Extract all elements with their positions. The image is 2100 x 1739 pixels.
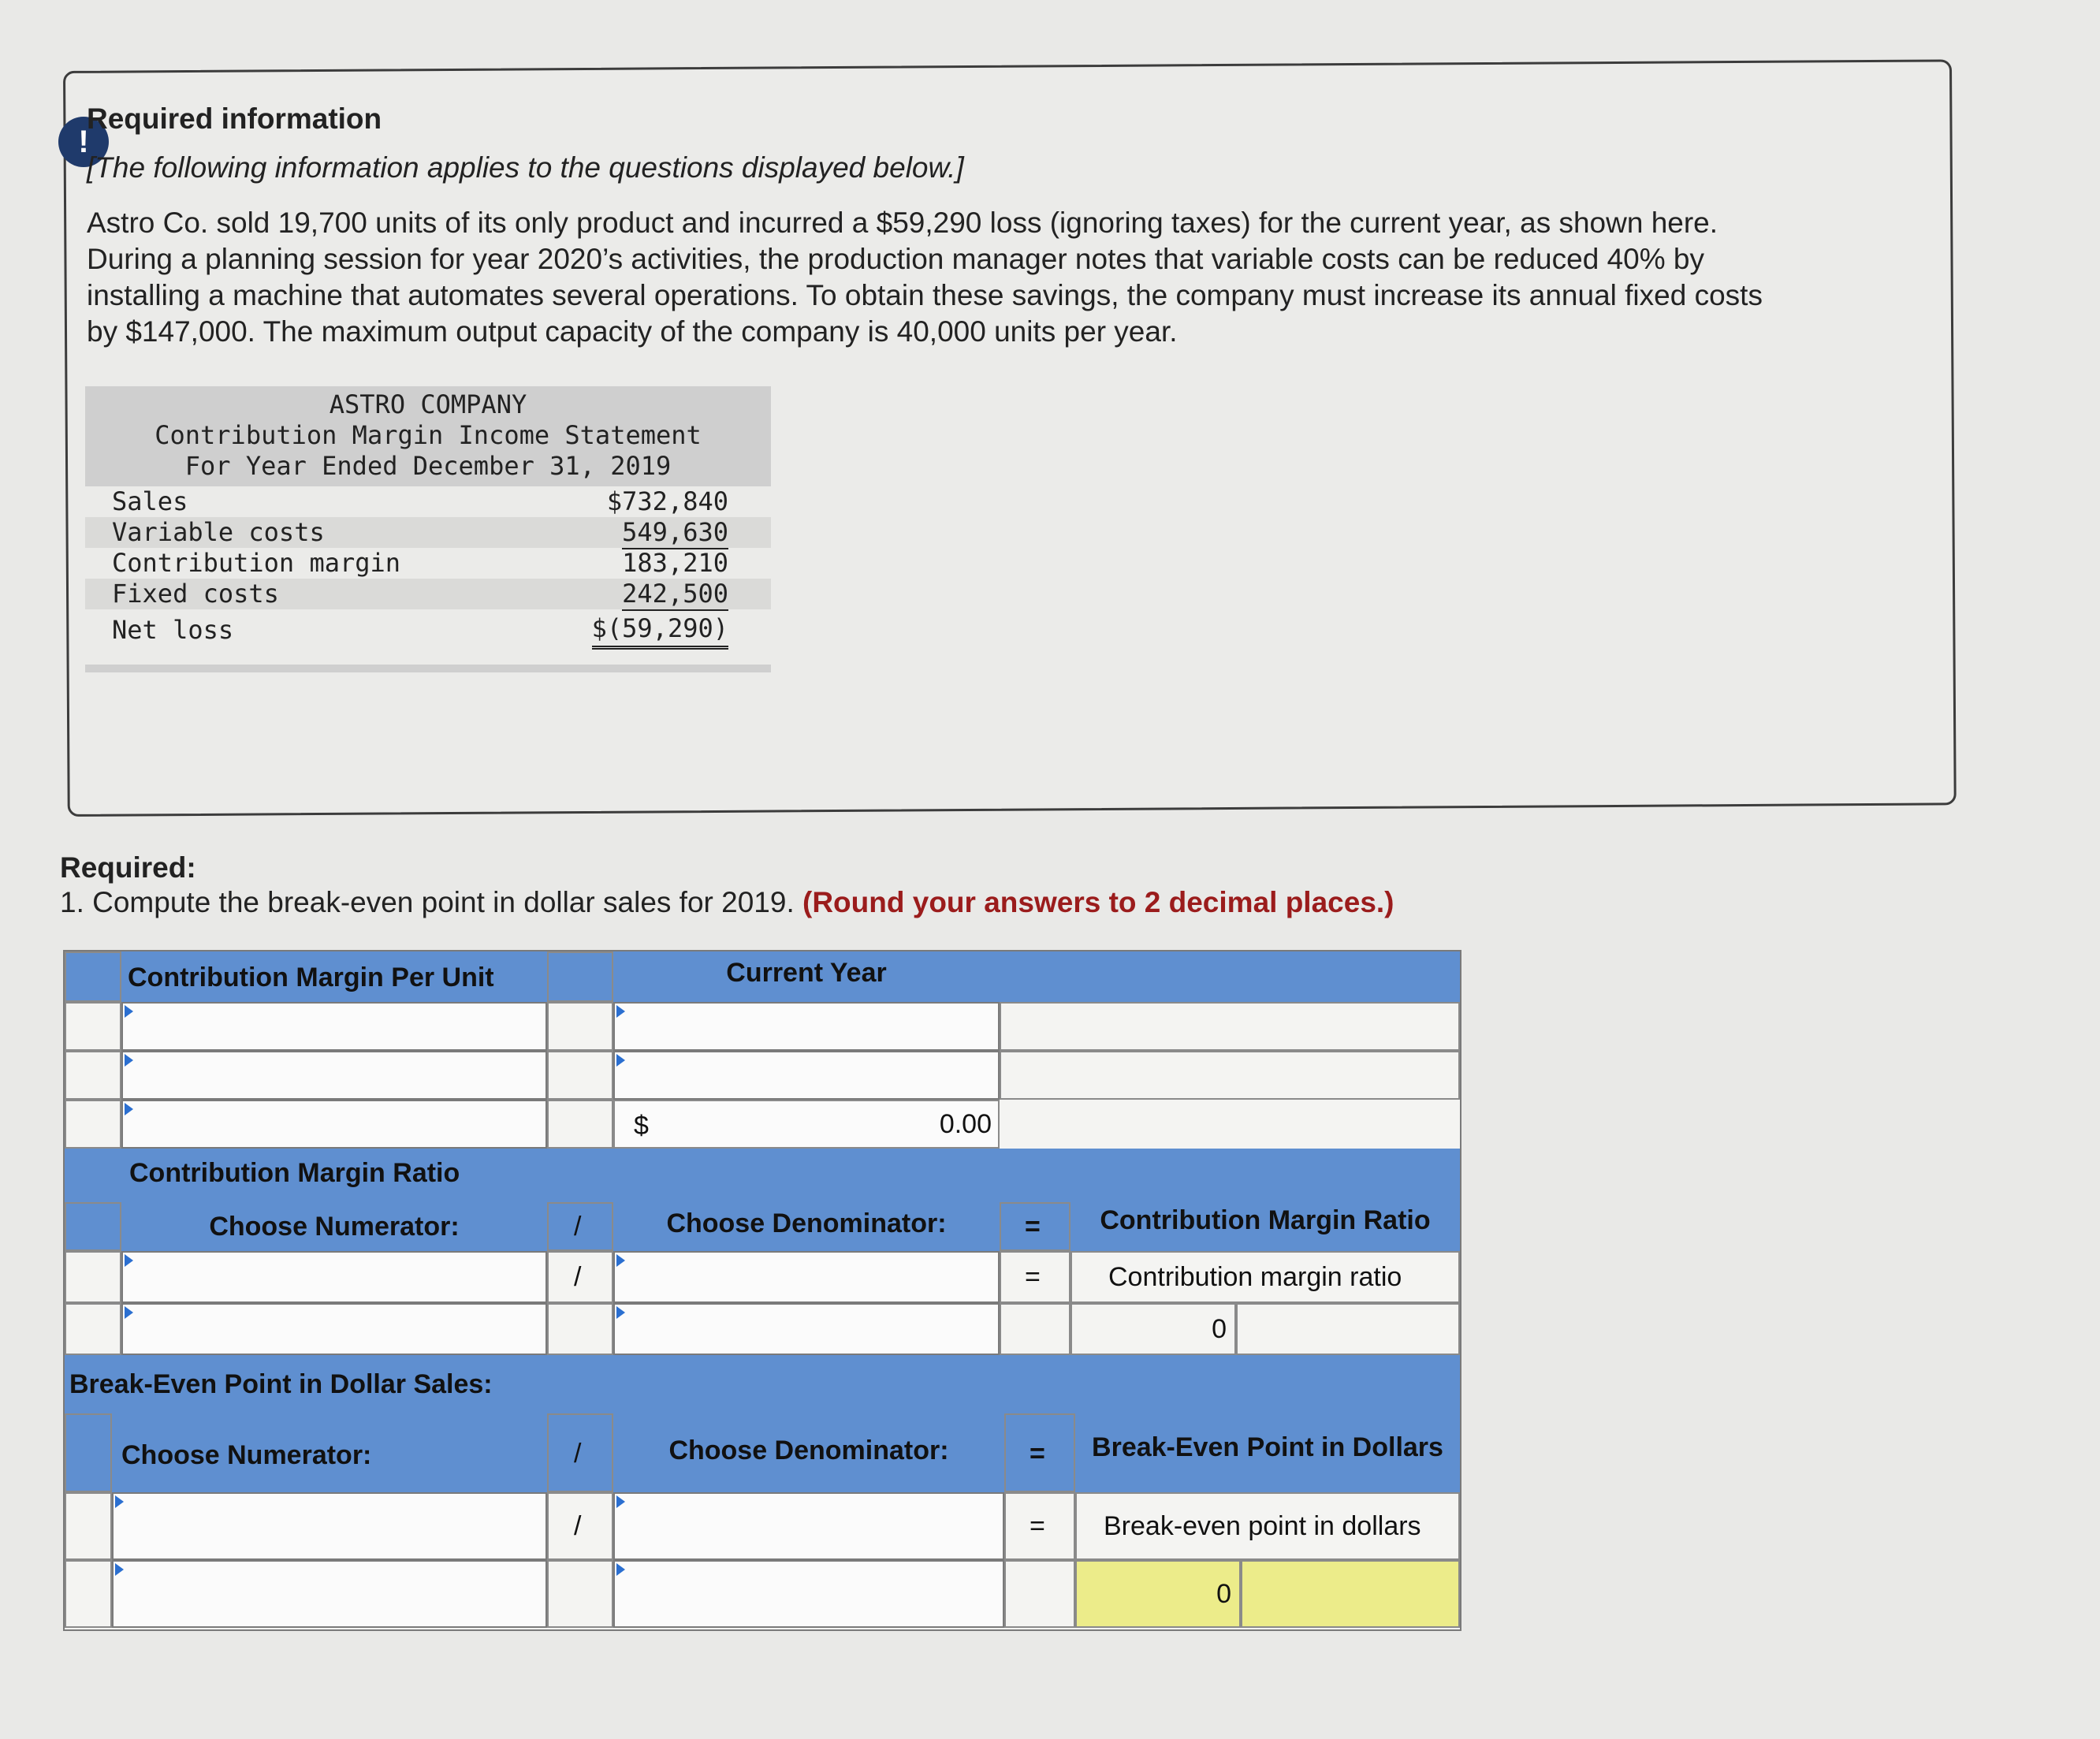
empty-cell bbox=[1000, 1303, 1070, 1355]
row-marker-cell bbox=[65, 951, 121, 1002]
divider-cell bbox=[547, 1002, 613, 1051]
cm-per-unit-value-input-1[interactable] bbox=[613, 1002, 1000, 1051]
row-value: 242,500 bbox=[622, 579, 728, 611]
divider-cell bbox=[547, 1251, 613, 1303]
statement-row bbox=[85, 579, 771, 609]
equals-sign: = bbox=[1030, 1439, 1045, 1469]
cm-ratio-numerator-select[interactable] bbox=[121, 1251, 547, 1303]
equals-cell bbox=[1000, 1251, 1070, 1303]
cm-ratio-denominator-select[interactable] bbox=[613, 1251, 1000, 1303]
cm-per-unit-header: Contribution Margin Per Unit bbox=[128, 963, 494, 992]
row-marker-cell bbox=[65, 1202, 121, 1251]
divider-cell bbox=[547, 1051, 613, 1100]
row-label: Net loss bbox=[112, 615, 234, 645]
bep-denominator-input[interactable] bbox=[613, 1560, 1004, 1628]
bep-denominator-label: Choose Denominator: bbox=[668, 1436, 949, 1465]
current-year-header: Current Year bbox=[726, 958, 887, 988]
cm-per-unit-total-cell bbox=[613, 1100, 1000, 1149]
row-label: Contribution margin bbox=[112, 548, 401, 578]
statement-row bbox=[85, 517, 771, 548]
cm-ratio-denominator-label: Choose Denominator: bbox=[666, 1208, 947, 1238]
division-sign: / bbox=[574, 1511, 582, 1541]
equals-sign: = bbox=[1025, 1212, 1041, 1242]
row-marker-cell bbox=[65, 1002, 121, 1051]
row-marker-cell bbox=[65, 1100, 121, 1149]
divider-cell bbox=[547, 1100, 613, 1149]
bep-result-header: Break-Even Point in Dollars bbox=[1092, 1432, 1443, 1462]
bep-result-cell bbox=[1075, 1560, 1241, 1628]
cm-ratio-result-value: 0 bbox=[1212, 1314, 1227, 1344]
bep-result-label: Break-even point in dollars bbox=[1104, 1511, 1421, 1541]
cm-ratio-denominator-input[interactable] bbox=[613, 1303, 1000, 1355]
row-value: 183,210 bbox=[622, 548, 728, 578]
divider-cell bbox=[547, 1560, 613, 1628]
cm-ratio-header: Contribution Margin Ratio bbox=[129, 1158, 460, 1188]
row-label: Variable costs bbox=[112, 517, 325, 547]
empty-cell bbox=[1236, 1303, 1460, 1355]
divider-cell bbox=[547, 951, 613, 1002]
statement-footer-bar bbox=[85, 665, 771, 672]
company-name: ASTRO COMPANY bbox=[329, 389, 527, 419]
bep-numerator-label: Choose Numerator: bbox=[121, 1440, 372, 1470]
empty-cell bbox=[1004, 1560, 1075, 1628]
cm-ratio-numerator-label: Choose Numerator: bbox=[209, 1212, 460, 1242]
row-value: $(59,290) bbox=[592, 611, 728, 650]
cm-per-unit-total-value: 0.00 bbox=[939, 1109, 992, 1139]
statement-row bbox=[85, 548, 771, 579]
cm-ratio-numerator-input[interactable] bbox=[121, 1303, 547, 1355]
equals-cell bbox=[1004, 1413, 1075, 1492]
divider-cell bbox=[547, 1413, 613, 1492]
statement-row-net-loss bbox=[85, 609, 771, 650]
equals-sign: = bbox=[1025, 1262, 1041, 1292]
panel-note: [The following information applies to the questions displayed below.] bbox=[87, 151, 964, 184]
income-statement bbox=[85, 386, 771, 672]
currency-symbol: $ bbox=[634, 1111, 649, 1141]
alert-icon: ! bbox=[58, 117, 109, 167]
cm-ratio-result-label-cell bbox=[1070, 1251, 1460, 1303]
cm-ratio-result-label: Contribution margin ratio bbox=[1108, 1262, 1402, 1292]
row-marker-cell bbox=[65, 1413, 112, 1492]
row-value: $732,840 bbox=[606, 486, 728, 516]
panel-title: Required information bbox=[87, 102, 382, 135]
cm-per-unit-total-label-input[interactable] bbox=[121, 1100, 547, 1149]
row-marker-cell bbox=[65, 1051, 121, 1100]
cm-ratio-result-cell bbox=[1070, 1303, 1236, 1355]
statement-row bbox=[85, 486, 771, 517]
divider-cell bbox=[547, 1303, 613, 1355]
answer-worksheet bbox=[63, 950, 1461, 1631]
question-prompt: 1. Compute the break-even point in dollar sales for 2019. bbox=[60, 886, 795, 918]
row-marker-cell bbox=[65, 1251, 121, 1303]
equals-cell bbox=[1000, 1202, 1070, 1251]
bep-numerator-select[interactable] bbox=[112, 1492, 547, 1560]
equals-cell bbox=[1004, 1492, 1075, 1560]
empty-cell bbox=[1000, 1051, 1460, 1100]
required-label: Required: bbox=[60, 851, 196, 884]
row-label: Sales bbox=[112, 486, 188, 516]
bep-header: Break-Even Point in Dollar Sales: bbox=[69, 1369, 493, 1399]
empty-cell bbox=[1000, 1002, 1460, 1051]
rounding-instruction: (Round your answers to 2 decimal places.) bbox=[802, 886, 1394, 918]
row-marker-cell bbox=[65, 1492, 112, 1560]
cm-ratio-result-header: Contribution Margin Ratio bbox=[1100, 1205, 1431, 1235]
bep-result-value: 0 bbox=[1216, 1579, 1231, 1609]
statement-title: Contribution Margin Income Statement bbox=[155, 420, 702, 450]
cm-per-unit-value-input-2[interactable] bbox=[613, 1051, 1000, 1100]
equals-sign: = bbox=[1030, 1511, 1045, 1541]
divider-cell bbox=[547, 1492, 613, 1560]
problem-paragraph: Astro Co. sold 19,700 units of its only product and incurred a $59,290 loss (ignoring taxes) for the current year, as shown here. During a planning session for year 2020’s activities, the production manager notes that variable costs can be reduced 40% by installing a machine that automates several operations. To obtain these savings, the company must increase its annual fixed costs by $147,000. The maximum output capacity of the company is 40,000 units per year. bbox=[87, 207, 1763, 348]
statement-header bbox=[85, 386, 771, 486]
cm-per-unit-label-input-2[interactable] bbox=[121, 1051, 547, 1100]
division-sign: / bbox=[574, 1439, 582, 1469]
question-text bbox=[60, 886, 1394, 919]
cm-per-unit-label-input-1[interactable] bbox=[121, 1002, 547, 1051]
row-marker-cell bbox=[65, 1560, 112, 1628]
bep-numerator-input[interactable] bbox=[112, 1560, 547, 1628]
row-marker-cell bbox=[65, 1303, 121, 1355]
bep-result-label-cell bbox=[1075, 1492, 1460, 1560]
row-label: Fixed costs bbox=[112, 579, 279, 609]
divider-cell bbox=[547, 1202, 613, 1251]
division-sign: / bbox=[574, 1212, 582, 1242]
statement-period: For Year Ended December 31, 2019 bbox=[184, 451, 672, 481]
bep-denominator-select[interactable] bbox=[613, 1492, 1004, 1560]
row-value: 549,630 bbox=[622, 517, 728, 549]
division-sign: / bbox=[574, 1262, 582, 1292]
highlight-cell bbox=[1241, 1560, 1460, 1628]
